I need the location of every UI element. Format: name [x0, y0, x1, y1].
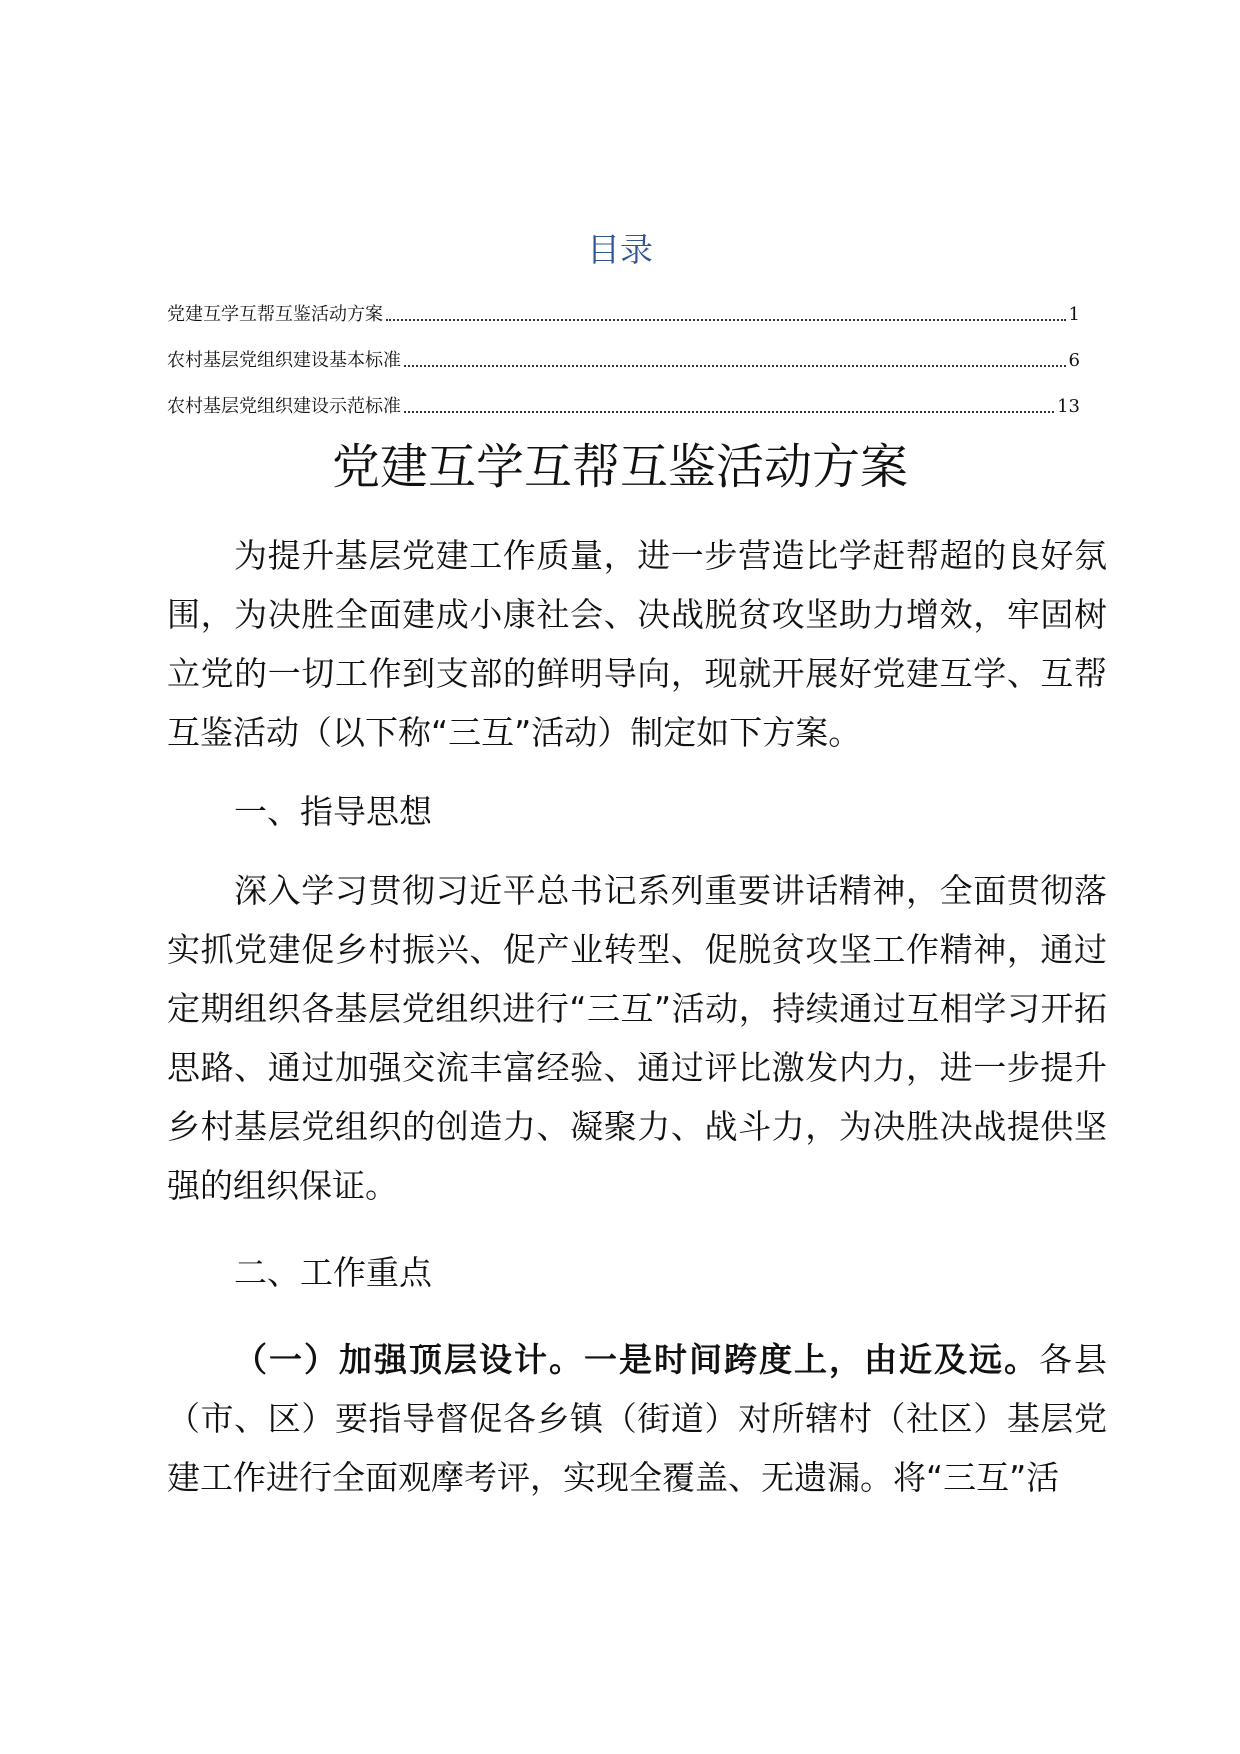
- toc-item[interactable]: [167, 328, 1080, 374]
- toc-item-page: 13: [1057, 396, 1080, 417]
- toc-item-label: 党建互学互帮互鉴活动方案: [167, 304, 383, 325]
- work-focus-paragraph: [167, 1330, 1107, 1507]
- work-focus-text: 各县（市、区）要指导督促各乡镇（街道）对所辖村（社区）基层党建工作进行全面观摩考评，实现全覆盖、无遗漏。将“三互”活: [167, 1340, 1107, 1497]
- table-of-contents: [167, 282, 1080, 420]
- toc-item-page: 1: [1068, 304, 1080, 325]
- toc-title: 目录: [587, 230, 653, 269]
- document-title: 党建互学互帮互鉴活动方案: [331, 439, 908, 495]
- intro-paragraph: 为提升基层党建工作质量，进一步营造比学赶帮超的良好氛围，为决胜全面建成小康社会、决战脱贫攻坚助力增效，牢固树立党的一切工作到支部的鲜明导向，现就开展好党建互学、互帮互鉴活动（以下称“三互”活动）制定如下方案。: [167, 536, 1107, 752]
- section-heading-guiding-ideology: 一、指导思想: [234, 792, 432, 831]
- toc-item-label: 农村基层党组织建设基本标准: [167, 350, 401, 371]
- toc-leader-dots: [404, 364, 1066, 367]
- toc-item[interactable]: [167, 374, 1080, 420]
- guiding-ideology-paragraph: 深入学习贯彻习近平总书记系列重要讲话精神，全面贯彻落实抓党建促乡村振兴、促产业转型、促脱贫攻坚工作精神，通过定期组织各基层党组织进行“三互”活动，持续通过互相学习开拓思路、通过加强交流丰富经验、通过评比激发内力，进一步提升乡村基层党组织的创造力、凝聚力、战斗力，为决胜决战提供坚强的组织保证。: [167, 871, 1107, 1205]
- toc-leader-dots: [404, 410, 1054, 413]
- toc-item-label: 农村基层党组织建设示范标准: [167, 396, 401, 417]
- toc-item[interactable]: [167, 282, 1080, 328]
- toc-leader-dots: [386, 318, 1066, 321]
- section-heading-work-focus: 二、工作重点: [234, 1253, 432, 1292]
- document-body: [167, 526, 1107, 1507]
- toc-item-page: 6: [1068, 350, 1080, 371]
- work-focus-bold-lead: （一）加强顶层设计。一是时间跨度上，由近及远。: [234, 1340, 1039, 1379]
